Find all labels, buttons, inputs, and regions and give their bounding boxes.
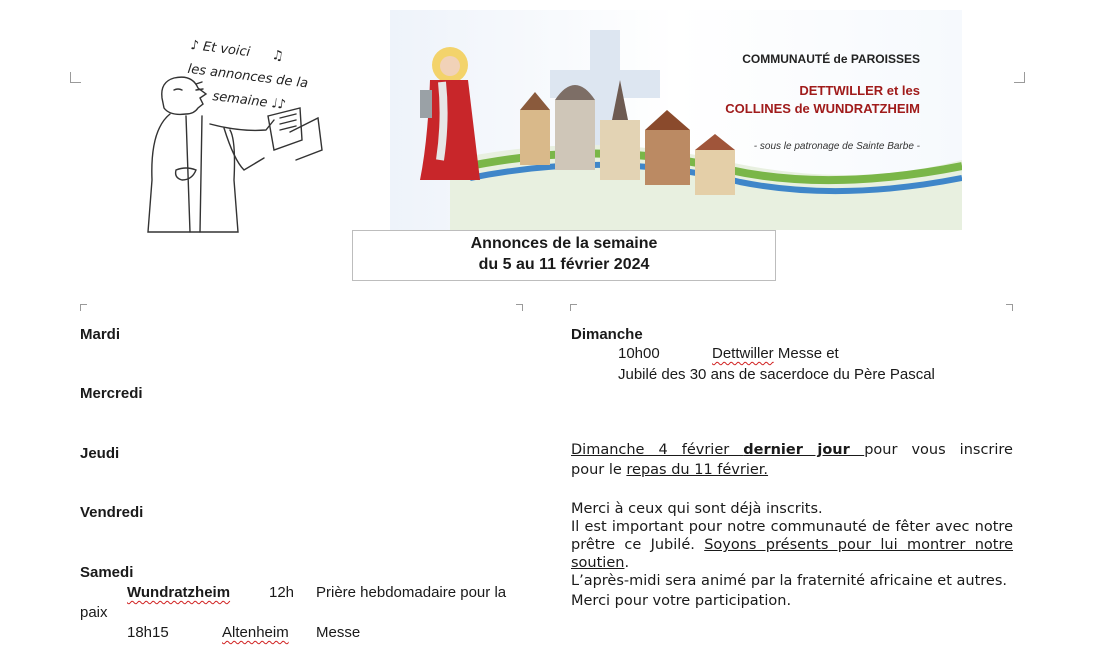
column-corner-mark (80, 304, 87, 311)
day-heading-vendredi: Vendredi (80, 504, 144, 521)
parish-banner (390, 10, 962, 230)
event-place-description: Dettwiller Messe et (712, 345, 839, 362)
event-time: 12h (269, 584, 295, 601)
event-description: Prière hebdomadaire pour la (316, 584, 507, 601)
page-title: Annonces de la semaine (470, 235, 658, 252)
day-heading-jeudi: Jeudi (80, 445, 120, 462)
day-heading-samedi: Samedi (80, 564, 134, 581)
column-corner-mark (516, 304, 523, 311)
closing-thanks: Merci pour votre participation. (571, 593, 792, 609)
registration-notice: Dimanche 4 février dernier jour pour vous inscrire (571, 442, 1013, 458)
page-corner-mark (1014, 72, 1025, 83)
banner-org: COMMUNAUTÉ de PAROISSES (742, 52, 920, 66)
day-heading-mardi: Mardi (80, 326, 121, 343)
caption-line: semaine ♩♪ (211, 89, 287, 113)
music-note-icon: ♪ (189, 37, 204, 55)
column-corner-mark (570, 304, 577, 311)
day-heading-dimanche: Dimanche (571, 326, 643, 343)
caption-line: les annonces de la (186, 61, 309, 92)
date-range: du 5 au 11 février 2024 (478, 256, 650, 273)
event-place: Wundratzheim (127, 584, 231, 601)
event-time: 10h00 (618, 345, 660, 362)
banner-artwork (390, 10, 962, 230)
banner-parish-name: COLLINES de WUNDRATZHEIM (725, 101, 920, 116)
announcer-cartoon (140, 20, 340, 235)
banner-parish-name: DETTWILLER et les (799, 83, 920, 98)
music-note-icon: ♩♪ (266, 95, 287, 113)
jubilee-paragraph: prêtre ce Jubilé. Soyons présents pour lui montrer notre (571, 537, 1014, 553)
thanks-paragraph: Merci à ceux qui sont déjà inscrits. (571, 501, 823, 517)
day-heading-mercredi: Mercredi (80, 385, 143, 402)
banner-patronage: - sous le patronage de Sainte Barbe - (753, 141, 920, 152)
announcement-title-box (352, 230, 776, 281)
event-time: 18h15 (127, 624, 169, 641)
event-description-continued: paix (80, 604, 108, 621)
page-corner-mark (70, 72, 81, 83)
registration-notice: pour le repas du 11 février. (571, 462, 769, 478)
afternoon-paragraph: L’après-midi sera animé par la fraternité africaine et autres. (571, 573, 1007, 589)
music-note-icon: ♫ (270, 47, 285, 65)
caption-line: ♪ Et voici ♫ (189, 37, 285, 65)
jubilee-paragraph: Il est important pour notre communauté de fêter avec notre (571, 519, 1013, 535)
event-description: Jubilé des 30 ans de sacerdoce du Père Pascal (618, 366, 935, 383)
jubilee-paragraph: soutien. (571, 555, 630, 571)
event-place: Altenheim (222, 624, 289, 641)
column-corner-mark (1006, 304, 1013, 311)
event-description: Messe (316, 624, 361, 641)
